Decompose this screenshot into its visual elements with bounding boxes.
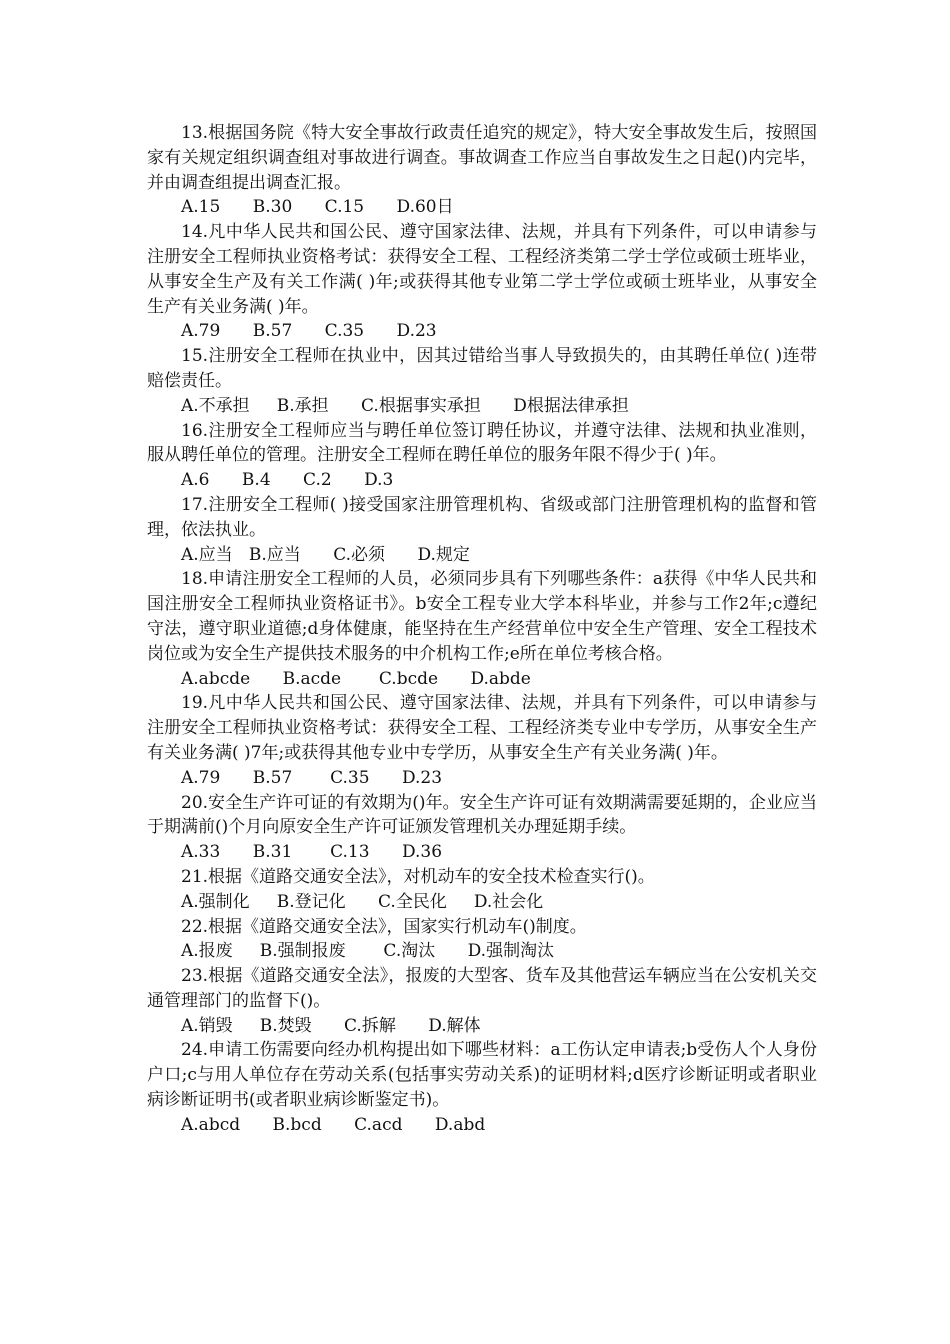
question-list bbox=[147, 121, 817, 1138]
question-23-options: A.销毁 B.焚毁 C.拆解 D.解体 bbox=[181, 1015, 481, 1036]
question-21: 21.根据《道路交通安全法》，对机动车的安全技术检查实行()。 bbox=[181, 866, 655, 887]
question-16: 16.注册安全工程师应当与聘任单位签订聘任协议，并遵守法律、法规和执业准则，服从聘任单位的管理。注册安全工程师在聘任单位的服务年限不得少于( )年。 bbox=[147, 420, 817, 466]
question-24-options: A.abcd B.bcd C.acd D.abd bbox=[181, 1114, 486, 1135]
question-13-options: A.15 B.30 C.15 D.60日 bbox=[181, 197, 454, 218]
question-24: 24.申请工伤需要向经办机构提出如下哪些材料：a工伤认定申请表;b受伤人个人身份户口;c与用人单位存在劳动关系(包括事实劳动关系)的证明材料;d医疗诊断证明或者职业病诊断证明书(或者职业病诊断鉴定书)。 bbox=[147, 1040, 817, 1111]
question-23: 23.根据《道路交通安全法》，报废的大型客、货车及其他营运车辆应当在公安机关交通管理部门的监督下()。 bbox=[147, 966, 817, 1011]
question-19: 19.凡中华人民共和国公民、遵守国家法律、法规，并具有下列条件，可以申请参与注册安全工程师执业资格考试：获得安全工程、工程经济类专业中专学历，从事安全生产有关业务满( )7年;或获得其他专业中专学历，从事安全生产有关业务满( )年。 bbox=[147, 693, 817, 763]
question-14: 14.凡中华人民共和国公民、遵守国家法律、法规，并具有下列条件，可以申请参与注册安全工程师执业资格考试：获得安全工程、工程经济类第二学士学位或硕士班毕业，从事安全生产及有关工作满( )年;或获得其他专业第二学士学位或硕士班毕业，从事安全生产有关业务满( )年。 bbox=[147, 222, 817, 317]
question-20-options: A.33 B.31 C.13 D.36 bbox=[181, 842, 443, 863]
question-22-options: A.报废 B.强制报废 C.淘汰 D.强制淘汰 bbox=[181, 941, 555, 962]
question-16-options: A.6 B.4 C.2 D.3 bbox=[181, 470, 394, 491]
question-15-options: A.不承担 B.承担 C.根据事实承担 D根据法律承担 bbox=[181, 395, 629, 416]
question-17-options: A.应当 B.应当 C.必须 D.规定 bbox=[181, 544, 470, 565]
question-18: 18.申请注册安全工程师的人员，必须同步具有下列哪些条件：a获得《中华人民共和国注册安全工程师执业资格证书》。b安全工程专业大学本科毕业，并参与工作2年;c遵纪守法，遵守职业道德;d身体健康，能坚持在生产经营单位中安全生产管理、安全工程技术岗位或为安全生产提供技术服务的中介机构工作;e所在单位考核合格。 bbox=[147, 569, 817, 664]
question-14-options: A.79 B.57 C.35 D.23 bbox=[181, 321, 437, 342]
question-21-options: A.强制化 B.登记化 C.全民化 D.社会化 bbox=[181, 891, 544, 912]
question-13: 13.根据国务院《特大安全事故行政责任追究的规定》，特大安全事故发生后，按照国家有关规定组织调查组对事故进行调查。事故调查工作应当自事故发生之日起()内完毕，并由调查组提出调查汇报。 bbox=[147, 123, 817, 193]
question-17: 17.注册安全工程师( )接受国家注册管理机构、省级或部门注册管理机构的监督和管理，依法执业。 bbox=[147, 494, 817, 540]
question-22: 22.根据《道路交通安全法》，国家实行机动车()制度。 bbox=[181, 916, 587, 937]
question-18-options: A.abcde B.acde C.bcde D.abde bbox=[181, 668, 531, 689]
question-15: 15.注册安全工程师在执业中，因其过错给当事人导致损失的，由其聘任单位( )连带赔偿责任。 bbox=[147, 346, 817, 391]
question-20: 20.安全生产许可证的有效期为()年。安全生产许可证有效期满需要延期的，企业应当于期满前()个月向原安全生产许可证颁发管理机关办理延期手续。 bbox=[147, 792, 817, 838]
question-19-options: A.79 B.57 C.35 D.23 bbox=[181, 767, 443, 788]
